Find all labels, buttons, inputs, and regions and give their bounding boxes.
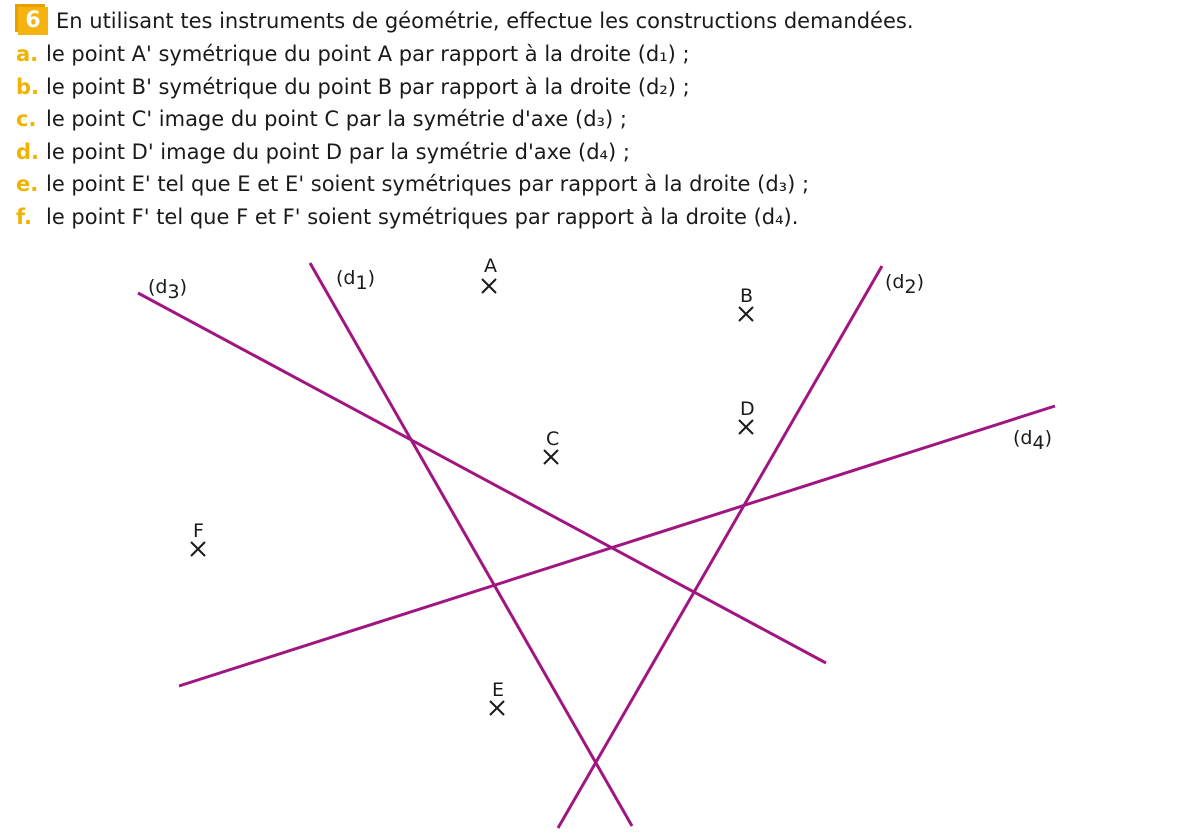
question-letter: f. [16,204,32,229]
point-d-cross [739,420,753,434]
question-letter: e. [16,172,39,196]
point-e-cross [490,701,504,715]
line-d2 [558,266,882,828]
point-d-label: D [740,398,755,420]
line-d4 [179,406,1055,686]
point-a-cross [482,279,496,293]
exercise-instruction: En utilisant tes instruments de géométrie, effectue les constructions demandées. [56,9,914,33]
line-label-d1: (d1) [336,267,375,294]
question-text: le point E' tel que E et E' soient symétriques par rapport à la droite (d₃) ; [46,172,810,196]
question-text: le point A' symétrique du point A par rapport à la droite (d₁) ; [46,42,690,66]
question-text: le point B' symétrique du point B par rapport à la droite (d₂) ; [46,74,690,99]
question-letter: a. [16,42,39,66]
question-letter: b. [16,74,40,99]
line-label-d4: (d4) [1013,427,1052,454]
point-e-label: E [492,679,505,701]
point-f-label: F [193,520,204,542]
point-b-cross [739,307,753,321]
question-text: le point F' tel que F et F' soient symétriques par rapport à la droite (d₄). [46,204,799,229]
question-letter: d. [16,139,40,164]
point-c-label: C [546,428,560,450]
line-label-d3: (d3) [148,276,187,303]
question-letter: c. [16,107,37,131]
question-text: le point D' image du point D par la symétrie d'axe (d₄) ; [46,139,630,164]
point-f-cross [191,542,205,556]
line-d1 [310,263,632,826]
line-label-d2: (d2) [885,271,924,298]
line-d3 [138,293,826,663]
point-c-cross [544,450,558,464]
point-a-label: A [484,255,497,277]
question-text: le point C' image du point C par la symétrie d'axe (d₃) ; [46,107,627,131]
point-b-label: B [740,285,754,307]
exercise-number-badge: 6 [18,7,48,35]
